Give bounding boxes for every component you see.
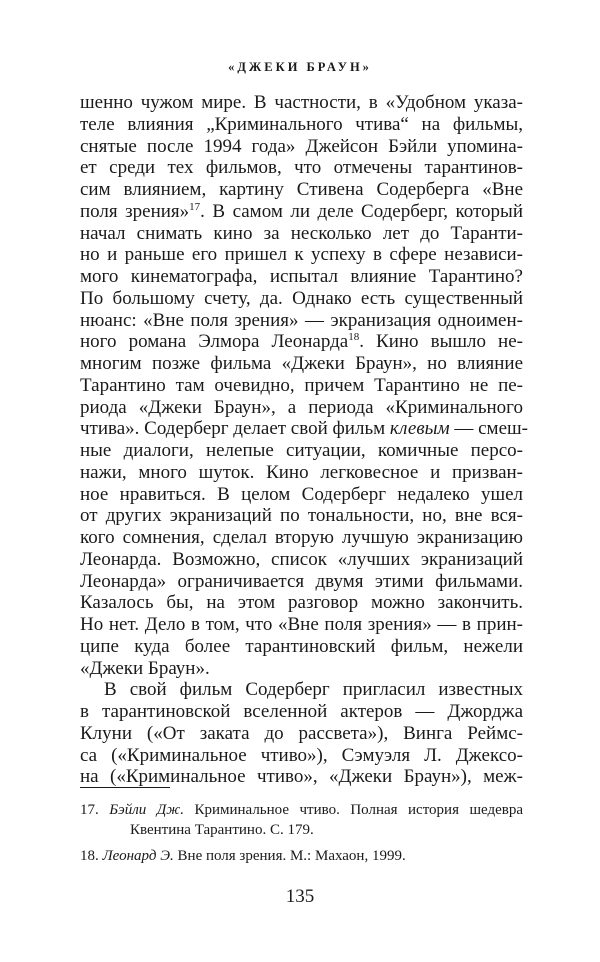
footnote-line [80, 800, 523, 820]
italic-word: клевым [389, 418, 450, 440]
text-line: теле влияния „Криминального чтива“ на фильмы, [80, 113, 523, 135]
body-text [80, 92, 528, 788]
text-line: Казалось бы, на этом разговор можно закончить. [80, 592, 523, 614]
text-line: Клуни («От заката до рассвета»), Винга Реймс- [80, 722, 523, 744]
text-fragment: ного романа Элмора Леонарда [80, 331, 349, 353]
text-line: риода «Джеки Браун», а периода «Криминального [80, 396, 523, 418]
text-fragment: . Кино вышло не- [359, 331, 523, 353]
footnote-number: 18. [80, 848, 99, 864]
text-line: Но нет. Дело в том, что «Вне поля зрения» — в прин- [80, 614, 523, 635]
text-line: многим позже фильма «Джеки Браун», но влияние [80, 353, 523, 374]
page-number: 135 [285, 886, 315, 907]
footnote-17 [80, 800, 523, 840]
text-fragment: поля зрения» [80, 200, 190, 222]
footnote-number: 17. [80, 802, 99, 818]
text-fragment: чтива». Содерберг делает свой фильм [80, 418, 390, 440]
text-line: нюанс: «Вне поля зрения» — экранизация одноимен- [80, 309, 523, 331]
footnote-author: Леонард Э. [102, 848, 174, 864]
text-line [80, 331, 523, 353]
footnote-text: Вне поля зрения. М.: Махаон, 1999. [173, 848, 406, 864]
text-line [80, 201, 523, 223]
footnote-ref-18[interactable]: 18 [348, 331, 360, 344]
running-head: «ДЖЕКИ БРАУН» [228, 60, 372, 74]
text-line: кого сомнения, сделал вторую лучшую экранизацию [80, 527, 523, 548]
footnote-divider [80, 787, 170, 788]
footnote-author: Бэйли Дж. [109, 802, 184, 818]
text-line: Леонарда» ограничивается двумя этими фильмами. [80, 570, 523, 592]
text-line: ное нравиться. В целом Содерберг недалеко ушел [80, 483, 523, 505]
text-line: мого кинематографа, испытал влияние Тарантино? [80, 266, 523, 287]
text-line: «Джеки Браун». [80, 657, 210, 679]
text-line [80, 418, 528, 440]
text-line: ные диалоги, нелепые ситуации, комичные персо- [80, 440, 523, 461]
text-line: нажи, много шуток. Кино легковесное и призван- [80, 461, 523, 483]
text-line: Тарантино там очевидно, причем Тарантино не пе- [80, 374, 523, 396]
text-line: снятые после 1994 года» Джейсон Бэйли упомина- [80, 135, 523, 157]
text-line: са («Криминальное чтиво»), Сэмуэля Л. Джексо- [80, 744, 523, 766]
text-line: В свой фильм Содерберг пригласил известных [104, 679, 523, 701]
text-line: от других экранизаций по тональности, но, вне вся- [80, 505, 523, 527]
text-line: начал снимать кино за несколько лет до Таранти- [80, 222, 523, 244]
text-line: на («Криминальное чтиво», «Джеки Браун»), меж- [80, 766, 523, 788]
footnote-18 [80, 846, 523, 866]
footnote-line: Квентина Тарантино. С. 179. [130, 822, 314, 838]
text-line: ет среди тех фильмов, что отмечены тарантинов- [80, 157, 523, 179]
text-line: ципе куда более тарантиновский фильм, нежели [80, 635, 523, 657]
footnote-text: Криминальное чтиво. Полная история шедевра [183, 802, 524, 818]
text-line: в тарантиновской вселенной актеров — Джорджа [80, 701, 523, 722]
text-line: сим влиянием, картину Стивена Содерберга «Вне [80, 179, 523, 200]
footnote-line [80, 846, 523, 866]
text-line: По большому счету, да. Однако есть существенный [80, 287, 523, 309]
text-fragment: . В самом ли деле Содерберг, который [200, 200, 523, 222]
text-line: но и раньше его пришел к успеху в сфере независи- [80, 244, 523, 266]
text-line: Леонарда. Возможно, список «лучших экранизаций [80, 548, 523, 570]
footnotes [80, 800, 523, 866]
text-line: шенно чужом мире. В частности, в «Удобном указа- [80, 92, 523, 113]
footnote-ref-17[interactable]: 17 [189, 200, 201, 213]
text-fragment: — смеш- [449, 418, 528, 440]
